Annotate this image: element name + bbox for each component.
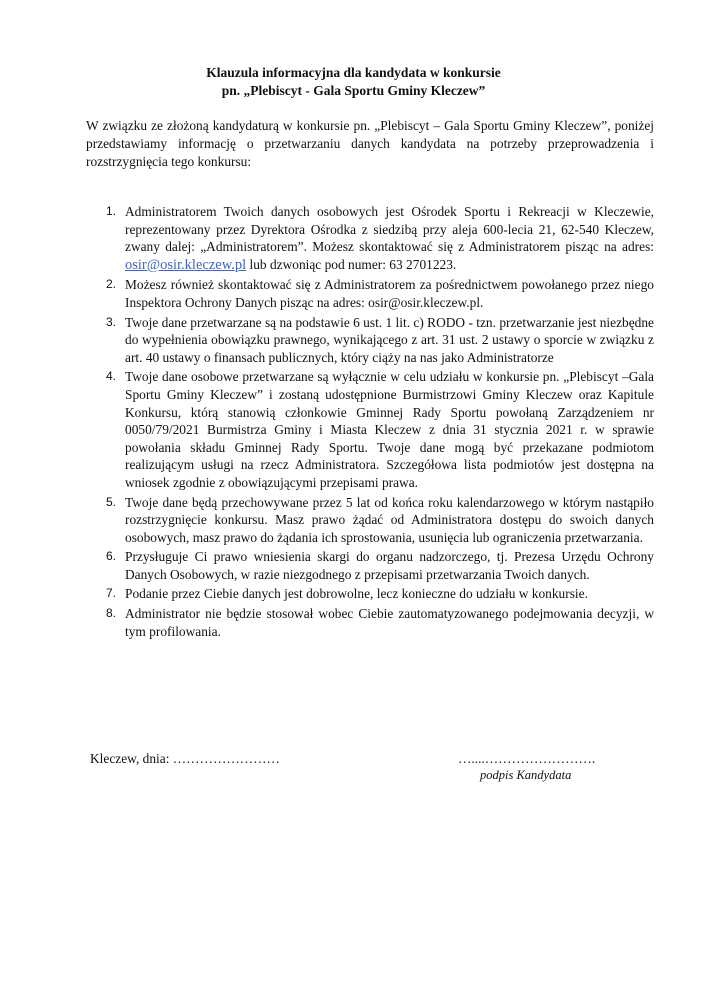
list-item-text: Podanie przez Ciebie danych jest dobrowolne, lecz konieczne do udziału w konkursie.: [125, 586, 588, 602]
list-item: [106, 494, 654, 547]
list-item-text: Administratorem Twoich danych osobowych jest Ośrodek Sportu i Rekreacji w Kleczewie, reprezentowany przez Dyrektora Ośrodka z siedzibą przy aleja 600-lecia 21, 62-540 Kleczew, zwany dalej: „Administratorem”. Możesz skontaktować się z Administratorem pisząc na adres:: [125, 204, 654, 255]
list-item-text: Możesz również skontaktować się z Administratorem za pośrednictwem powołanego przez niego Inspektora Ochrony Danych pisząc na adres: osir@osir.kleczew.pl.: [125, 277, 654, 310]
email-link[interactable]: osir@osir.kleczew.pl: [125, 256, 247, 273]
list-item-number: 5.: [106, 494, 117, 509]
list-item-text: Przysługuje Ci prawo wniesienia skargi do organu nadzorczego, tj. Prezesa Urzędu Ochrony Danych Osobowych, w razie niezgodnego z przepisami przetwarzania Twoich danych.: [125, 549, 654, 582]
list-item-number: 1.: [106, 204, 117, 218]
place-date-field: Kleczew, dnia: ……………………: [90, 751, 280, 766]
list-item-text: lub dzwoniąc pod numer: 63 2701223.: [246, 256, 457, 272]
clause-list: [106, 203, 654, 642]
signature-line: …....…………………….: [458, 751, 596, 766]
list-item-number: 3.: [106, 314, 117, 329]
document-title-line-2: pn. „Plebiscyt - Gala Sportu Gminy Kleczew”: [221, 83, 486, 98]
list-item: [106, 368, 654, 491]
list-item-text: Administrator nie będzie stosował wobec Ciebie zautomatyzowanego podejmowania decyzji, w tym profilowania.: [125, 606, 654, 639]
list-item-number: 7.: [106, 586, 117, 601]
list-item-text: Twoje dane osobowe przetwarzane są wyłącznie w celu udziału w konkursie pn. „Plebiscyt –Gala Sportu Gminy Kleczew” i zostaną udostępnione Burmistrzowi Gminy Kleczew oraz Kapitule Konkursu, którą stanowią członkowie Gminnej Rady Sportu powołaną Zarządzeniem nr 0050/79/2021 Burmistrza Gminy i Miasta Kleczew z dnia 31 stycznia 2021 r. w sprawie powołania składu Gminnej Rady Sportu. Twoje dane mogą być przekazane podmiotom realizującym usługi na rzecz Administratora. Szczegółowa lista podmiotów jest dostępna na wniosek zgodnie z obowiązującymi przepisami prawa.: [125, 369, 654, 490]
list-item-number: 6.: [106, 549, 117, 564]
signature-label: podpis Kandydata: [480, 768, 572, 782]
list-item-number: 4.: [106, 369, 117, 384]
list-item: [106, 276, 654, 311]
list-item: [106, 314, 654, 367]
intro-paragraph: W związku ze złożoną kandydaturą w konkursie pn. „Plebiscyt – Gala Sportu Gminy Kleczew”, poniżej przedstawiamy informację o przetwarzaniu danych kandydata na potrzeby przeprowadzenia i rozstrzygnięcia tego konkursu:: [86, 118, 654, 169]
list-item: [106, 585, 654, 603]
list-item: [106, 548, 654, 583]
list-item-number: 2.: [106, 277, 117, 292]
list-item-number: 8.: [106, 606, 117, 621]
list-item-text: Twoje dane będą przechowywane przez 5 lat od końca roku kalendarzowego w którym nastąpiło rozstrzygnięcie konkursu. Masz prawo żądać od Administratora dostępu do swoich danych osobowych, masz prawo do żądania ich sprostowania, usunięcia lub ograniczenia przetwarzania.: [125, 494, 654, 545]
list-item: [106, 203, 654, 274]
list-item-text: Twoje dane przetwarzane są na podstawie 6 ust. 1 lit. c) RODO - tzn. przetwarzanie jest niezbędne do wypełnienia obowiązku prawnego, wynikającego z art. 31 ust. 2 ustawy o sporcie w związku z art. 40 ustawy o finansach publicznych, który ciąży na nas jako Administratorze: [125, 314, 654, 365]
document-title-line-1: Klauzula informacyjna dla kandydata w konkursie: [206, 65, 501, 80]
list-item: [106, 605, 654, 640]
